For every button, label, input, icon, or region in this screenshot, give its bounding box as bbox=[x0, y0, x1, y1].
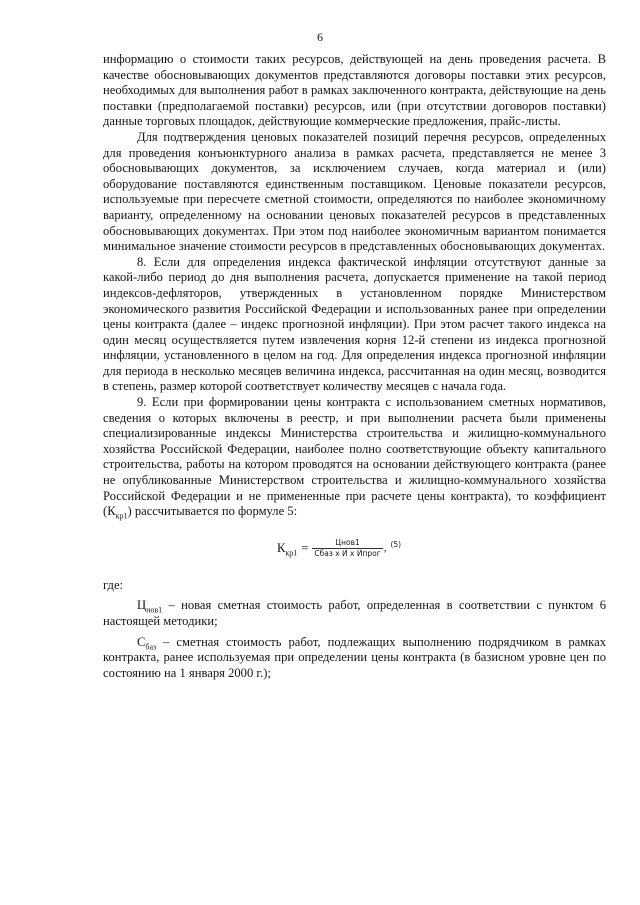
paragraph-resource-cost: информацию о стоимости таких ресурсов, действующей на день проведения расчета. В качестве обосновывающих документов представляются договоры поставки этих ресурсов, необходимых для выполнения работ в рамках заключенного контракта, действующие на день поставки (предполагаемой поставки) ресурсов, или (при отсутствии договоров поставки) данные торговых площадок, действующие коммерческие предложения, прайс-листы. bbox=[103, 52, 606, 129]
formula-lhs: $К_{кр1}$ bbox=[277, 540, 298, 558]
formula-comma: , bbox=[383, 542, 387, 555]
formula-5 bbox=[103, 532, 606, 578]
formula-numerator: Цнов1 bbox=[335, 537, 360, 547]
page-number: 6 bbox=[317, 30, 323, 44]
paragraph-item-8: 8. Если для определения индекса фактической инфляции отсутствуют данные за какой-либо период до дня выполнения расчета, допускается применение на такой период индексов-дефляторов, утвержденных в установленном порядке Министерством экономического развития Российской Федерации и использованных ранее при определении цены контракта (далее – индекс прогнозной инфляции). При этом расчет такого индекса на один месяц осуществляется путем извлечения корня 12-й степени из индекса прогнозной инфляции, установленного в целом на год. Для определения индекса прогнозной инфляции для периода в несколько месяцев величина индекса, рассчитанная на один месяц, возводится в степень, размер которой соответствует количеству месяцев с начала года. bbox=[103, 254, 606, 394]
formula-equals: = bbox=[301, 540, 309, 555]
document-body bbox=[103, 52, 606, 681]
formula-number: (5) bbox=[390, 539, 402, 549]
formula-fraction bbox=[312, 538, 382, 559]
paragraph-price-confirmation: Для подтверждения ценовых показателей позиций перечня ресурсов, определенных для проведения конъюнктурного анализа в рамках расчета, представляется не менее 3 обосновывающих документов, за исключением случаев, когда материал и (или) оборудование поставляются единственным поставщиком. Ценовые показатели ресурсов, используемые при пересчете сметной стоимости, определяются по наиболее экономичному варианту, определенному на основании ценовых показателей ресурсов в представленных обосновывающих документах. При этом под наиболее экономичным вариантом понимается минимальное значение стоимости ресурсов в представленных обосновывающих документах. bbox=[103, 129, 606, 254]
formula-denominator: Сбаз х И х Ипрог bbox=[314, 548, 381, 558]
definition-cnov1: $Ц_{нов1}$ – новая сметная стоимость работ, определенная в соответствии с пунктом 6 настоящей методики; bbox=[103, 598, 606, 628]
where-label: где: bbox=[103, 577, 124, 592]
paragraph-item-9: 9. Если при формировании цены контракта с использованием сметных нормативов, сведения о которых включены в реестр, и при выполнении расчета были применены специализированные индексы Министерства строительства и жилищно-коммунального хозяйства Российской Федерации, наиболее полно соответствующие объекту капитального строительства, работы на котором проводятся на основании действующего контракта (ранее не опубликованные Министерством строительства и жилищно-коммунального хозяйства Российской Федерации и не примененные при расчете цены контракта), то коэффициент $(К_{кр1})$ рассчитывается по формуле 5: bbox=[103, 395, 606, 521]
definition-cbaz: $С_{баз}$ – сметная стоимость работ, подлежащих выполнению подрядчиком в рамках контракта, ранее используемая при определении цены контракта (в базисном уровне цен по состоянию на 1 января 2000 г.); bbox=[103, 634, 606, 680]
